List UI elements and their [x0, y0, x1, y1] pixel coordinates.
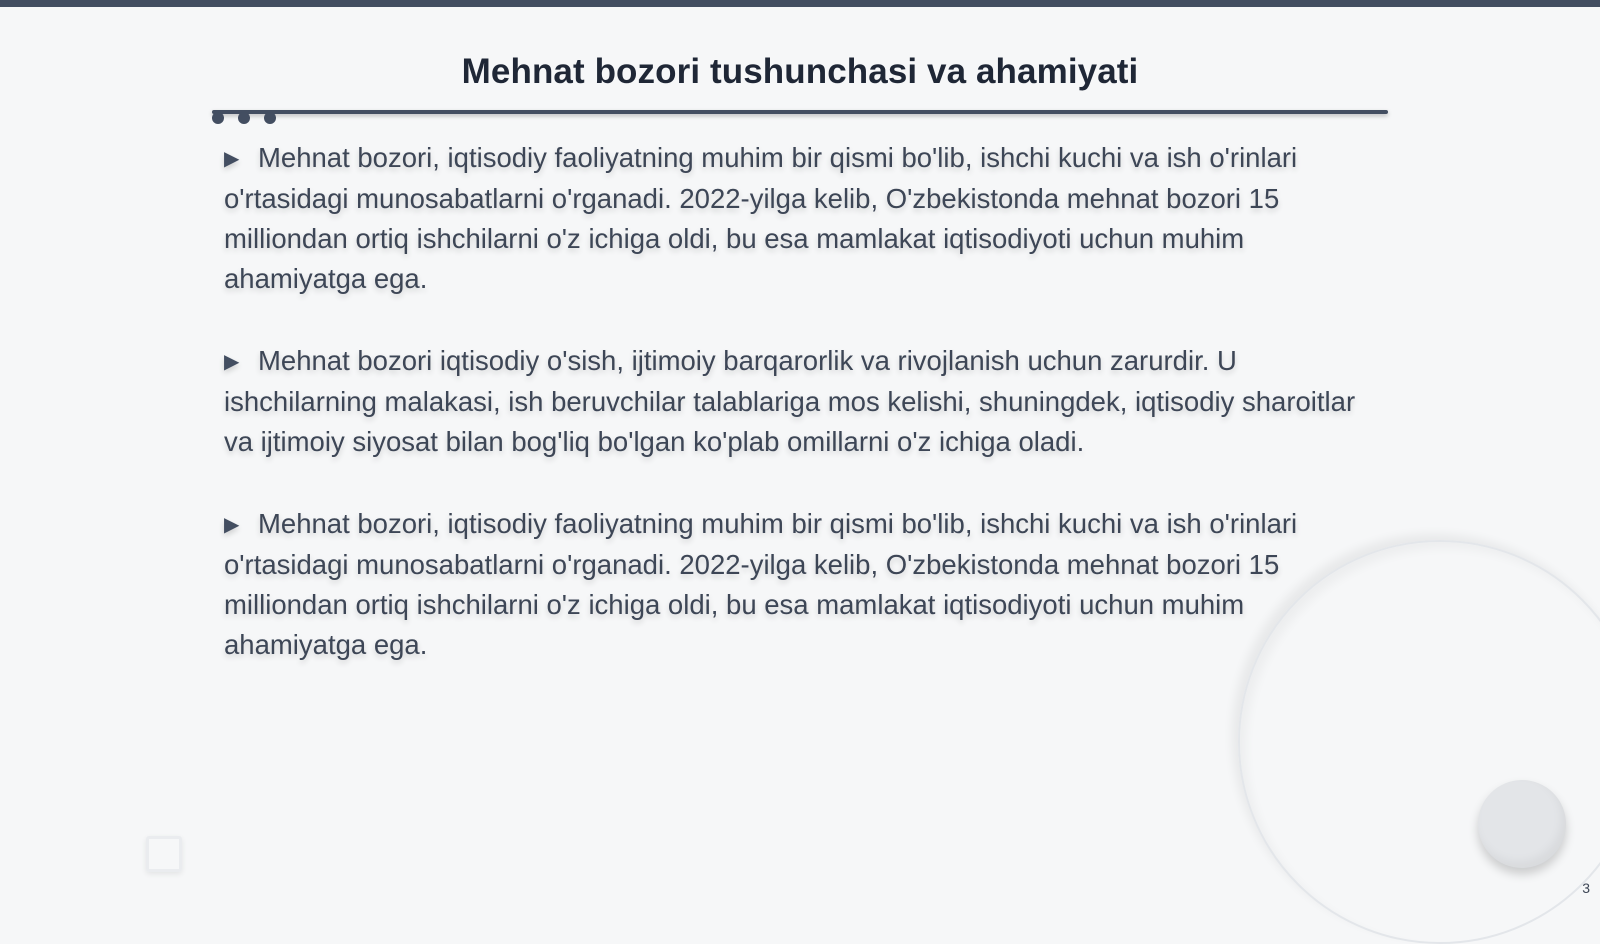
underline-dot-3 [264, 112, 276, 124]
triangle-bullet-icon: ▶ [224, 514, 240, 536]
bullet-text: Mehnat bozori iqtisodiy o'sish, ijtimoiy barqarorlik va rivojlanish uchun zarurdir. U ishchilarning malakasi, ish beruvchilar talablariga mos kelishi, shuningdek, iqtisodiy sharoitlar va ijtimoiy siyosat bilan bog'liq bo'lgan ko'plab omillarni o'z ichiga oladi. [224, 345, 1356, 457]
title-underline [212, 110, 1388, 114]
triangle-bullet-icon: ▶ [224, 148, 240, 170]
underline-dot-2 [238, 112, 250, 124]
bullet-list [224, 138, 1374, 707]
bullet-item [224, 504, 1374, 665]
decorative-sphere [1478, 780, 1566, 868]
page-number: 3 [1582, 880, 1590, 896]
bullet-text: Mehnat bozori, iqtisodiy faoliyatning muhim bir qismi bo'lib, ishchi kuchi va ish o'rinlari o'rtasidagi munosabatlarni o'rganadi. 2022-yilga kelib, O'zbekistonda mehnat bozori 15 milliondan ortiq ishchilarni o'z ichiga oldi, bu esa mamlakat iqtisodiyoti uchun muhim ahamiyatga ega. [224, 142, 1298, 294]
decorative-square [146, 836, 182, 872]
bullet-text: Mehnat bozori, iqtisodiy faoliyatning muhim bir qismi bo'lib, ishchi kuchi va ish o'rinlari o'rtasidagi munosabatlarni o'rganadi. 2022-yilga kelib, O'zbekistonda mehnat bozori 15 milliondan ortiq ishchilarni o'z ichiga oldi, bu esa mamlakat iqtisodiyoti uchun muhim ahamiyatga ega. [224, 508, 1298, 660]
top-accent-bar [0, 0, 1600, 7]
bullet-item [224, 341, 1374, 462]
underline-dot-1 [212, 112, 224, 124]
slide-title: Mehnat bozori tushunchasi va ahamiyati [461, 52, 1139, 91]
bullet-item [224, 138, 1374, 299]
triangle-bullet-icon: ▶ [224, 351, 240, 373]
